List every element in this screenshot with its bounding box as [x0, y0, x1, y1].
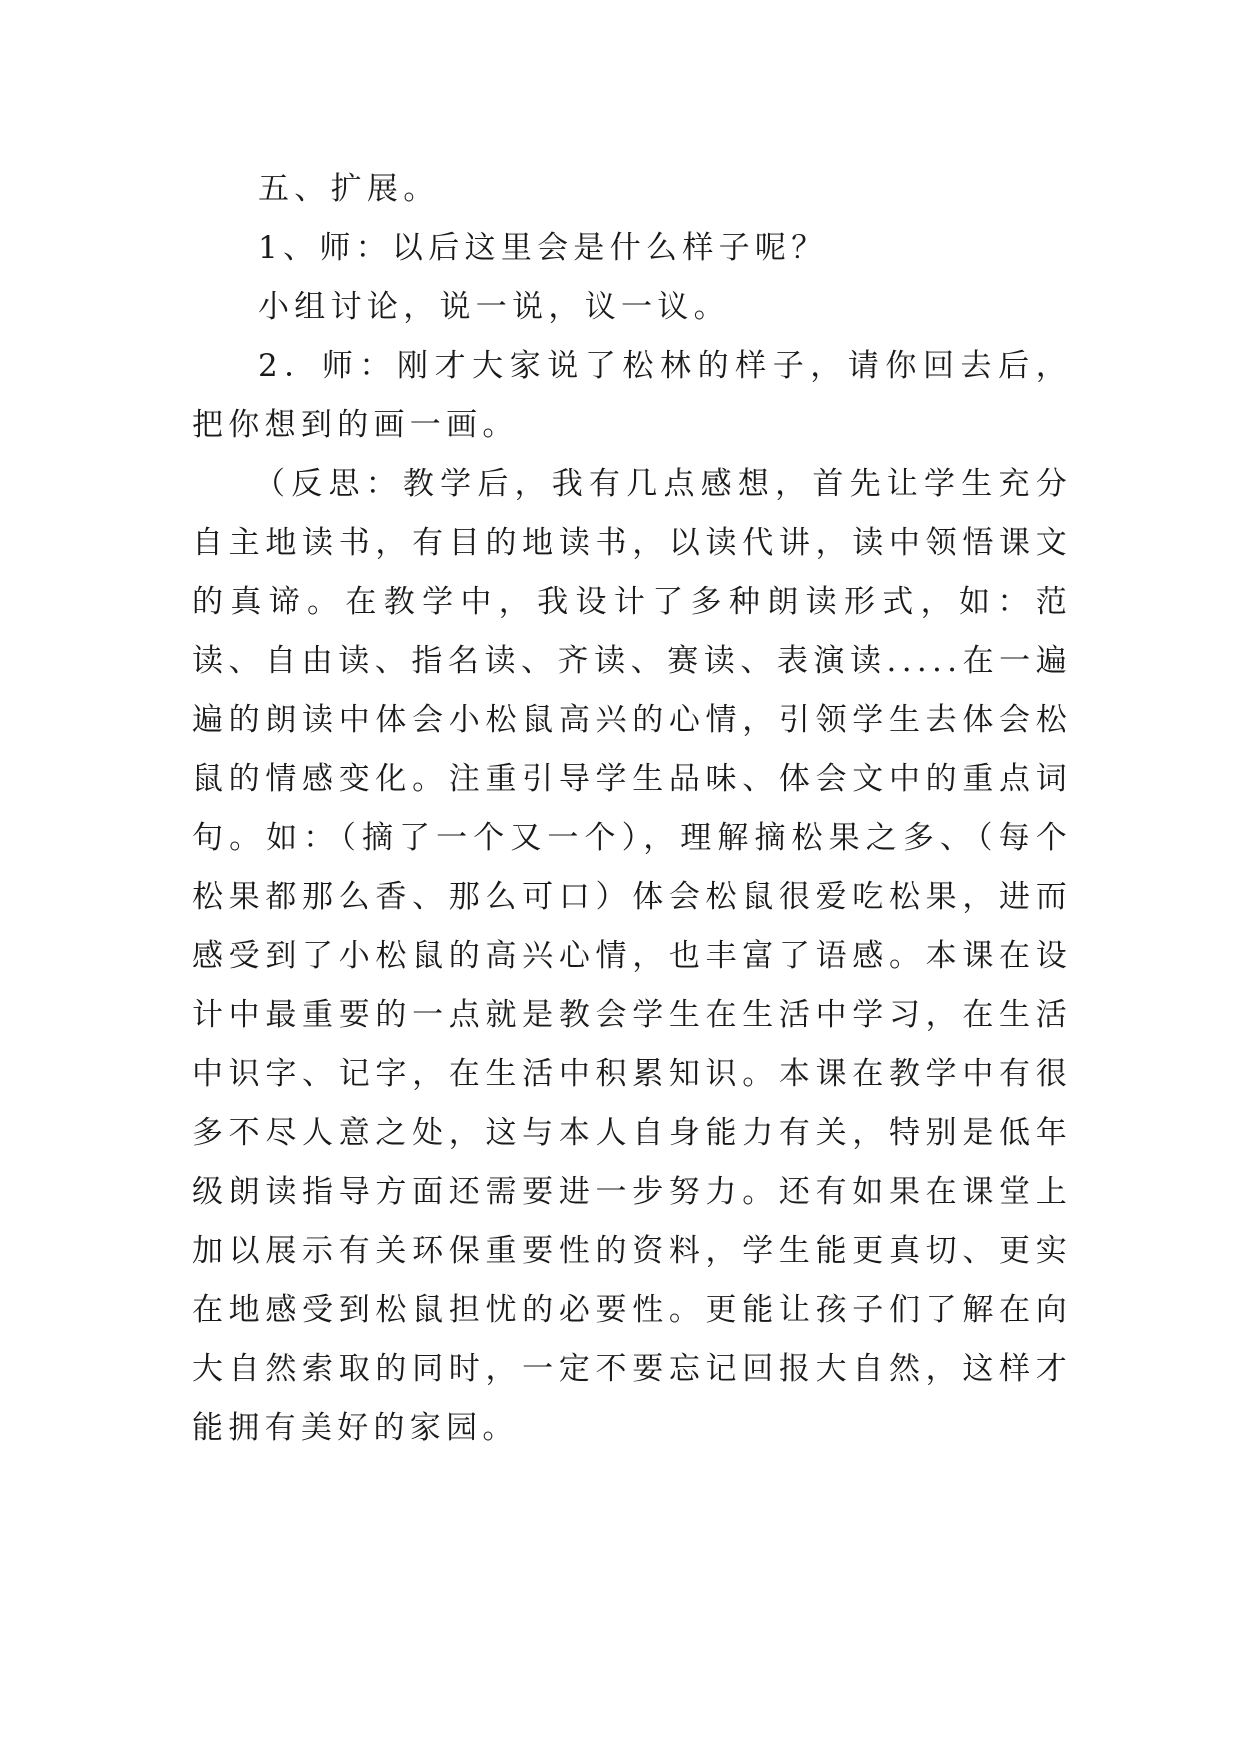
paragraph-group-discussion: 小组讨论，说一说，议一议。	[258, 289, 730, 325]
paragraph-drawing-task: 2．师：刚才大家说了松林的样子，请你回去后，把你想到的画一画。	[192, 348, 1072, 443]
paragraph-reflection: （反思：教学后，我有几点感想，首先让学生充分自主地读书，有目的地读书，以读代讲，读中领悟课文的真谛。在教学中，我设计了多种朗读形式，如：范读、自由读、指名读、齐读、赛读、表演读.....在一遍遍的朗读中体会小松鼠高兴的心情，引领学生去体会松鼠的情感变化。注重引导学生品味、体会文中的重点词句。如：（摘了一个又一个），理解摘松果之多、（每个松果都那么香、那么可口）体会松鼠很爱吃松果，进而感受到了小松鼠的高兴心情，也丰富了语感。本课在设计中最重要的一点就是教会学生在生活中学习，在生活中识字、记字，在生活中积累知识。本课在教学中有很多不尽人意之处，这与本人自身能力有关，特别是低年级朗读指导方面还需要进一步努力。还有如果在课堂上加以展示有关环保重要性的资料，学生能更真切、更实在地感受到松鼠担忧的必要性。更能让孩子们了解在向大自然索取的同时，一定不要忘记回报大自然，这样才能拥有美好的家园。	[192, 466, 1072, 1446]
paragraph-teacher-question: 1、师：以后这里会是什么样子呢？	[258, 230, 828, 266]
document-body	[192, 160, 1072, 1458]
section-heading: 五、扩展。	[258, 171, 440, 207]
